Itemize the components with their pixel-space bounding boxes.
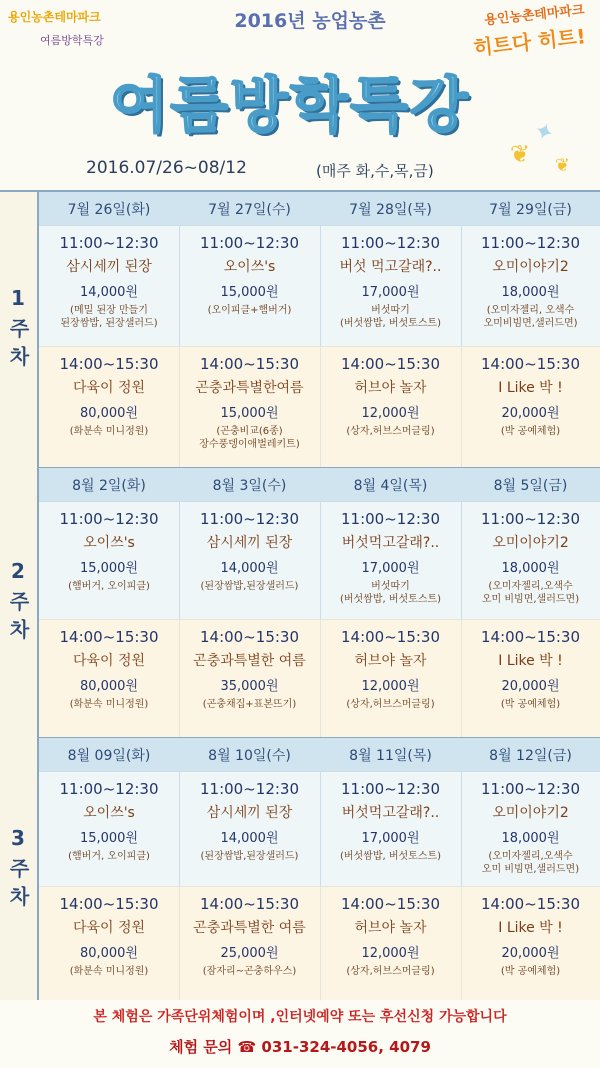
program-note: (상자,허브스머글링) xyxy=(346,966,435,977)
program-time: 11:00~12:30 xyxy=(340,234,441,252)
program-name: 곤충과특별한 여름 xyxy=(193,920,306,936)
program-time: 14:00~15:30 xyxy=(59,628,159,646)
week-block xyxy=(0,468,600,740)
day-header: 8월 11일(목) xyxy=(320,738,462,772)
program-name: 허브야 놀자 xyxy=(354,380,427,396)
program-note: (메밀 된장 만들기 된장쌈밥, 된장샐러드) xyxy=(60,305,158,329)
week-block xyxy=(0,192,600,470)
butterfly-icon: ❦ xyxy=(554,155,570,176)
program-time: 11:00~12:30 xyxy=(199,780,300,798)
flyer-header xyxy=(0,0,600,190)
program-name: 삼시세끼 된장 xyxy=(206,805,293,821)
day-header: 8월 2일(화) xyxy=(39,468,180,502)
program-price: 18,000원 xyxy=(501,285,560,300)
day-header: 7월 26일(화) xyxy=(39,192,180,226)
program-cell xyxy=(39,771,180,887)
program-note: (박 공예체험) xyxy=(500,426,561,437)
program-name: 오이쓰's xyxy=(83,805,135,821)
program-name: 오이쓰's xyxy=(83,535,135,551)
program-time: 14:00~15:30 xyxy=(199,355,300,373)
program-price: 20,000원 xyxy=(501,679,560,694)
program-note: (화분속 미니정원) xyxy=(69,966,149,977)
program-time: 14:00~15:30 xyxy=(199,628,300,646)
program-cell xyxy=(461,346,600,468)
week-block xyxy=(0,738,600,1004)
program-cell xyxy=(179,225,321,347)
program-cell xyxy=(39,886,180,1002)
date-range: 2016.07/26~08/12 xyxy=(86,158,247,178)
brand-logo-right: 용인농촌테마파크 xyxy=(483,2,585,29)
program-time: 14:00~15:30 xyxy=(59,895,159,913)
program-cell xyxy=(461,225,600,347)
program-name: 버섯먹고갈래?.. xyxy=(341,535,440,551)
day-header: 7월 27일(수) xyxy=(179,192,321,226)
flyer-footer xyxy=(0,1000,600,1068)
main-title: 여름방학특강 xyxy=(110,71,470,141)
program-name: 오미이야기2 xyxy=(492,805,569,821)
program-price: 12,000원 xyxy=(361,406,420,421)
program-name: 삼시세끼 된장 xyxy=(66,259,152,275)
week-label xyxy=(0,192,39,468)
program-time: 11:00~12:30 xyxy=(199,234,300,252)
program-name: I Like 박 ! xyxy=(498,380,563,396)
program-time: 14:00~15:30 xyxy=(480,895,581,913)
program-name: I Like 박 ! xyxy=(498,920,563,936)
day-header: 8월 12일(금) xyxy=(461,738,600,772)
program-time: 11:00~12:30 xyxy=(59,234,159,252)
program-name: 오미이야기2 xyxy=(492,259,569,275)
day-header: 7월 28일(목) xyxy=(320,192,462,226)
program-cell xyxy=(39,501,180,620)
program-name: 허브야 놀자 xyxy=(354,920,427,936)
sub-title-left: 여름방학특강 xyxy=(40,34,104,47)
program-name: 곤충과특별한여름 xyxy=(195,380,304,396)
program-time: 14:00~15:30 xyxy=(340,895,441,913)
program-name: 다육이 정원 xyxy=(72,380,146,396)
program-time: 11:00~12:30 xyxy=(199,510,300,528)
program-price: 15,000원 xyxy=(220,406,279,421)
program-price: 12,000원 xyxy=(361,946,420,961)
week-label-text: 2주차 xyxy=(6,559,30,647)
program-price: 14,000원 xyxy=(220,831,279,846)
program-cell xyxy=(461,771,600,887)
program-note: (오미자젤리,오색수 오미 비빔면,샐러드면) xyxy=(481,851,580,875)
program-cell xyxy=(179,501,321,620)
program-price: 35,000원 xyxy=(220,679,279,694)
program-time: 11:00~12:30 xyxy=(480,780,581,798)
program-name: 오이쓰's xyxy=(223,259,276,275)
program-cell xyxy=(461,501,600,620)
program-name: 허브야 놀자 xyxy=(354,653,427,669)
day-header: 8월 09일(화) xyxy=(39,738,180,772)
program-name: 버섯먹고갈래?.. xyxy=(341,805,440,821)
program-note: (오이피클+햄버거) xyxy=(207,305,292,316)
program-cell xyxy=(320,619,462,738)
program-price: 17,000원 xyxy=(361,285,420,300)
program-time: 14:00~15:30 xyxy=(340,628,441,646)
program-price: 80,000원 xyxy=(79,946,139,961)
program-time: 14:00~15:30 xyxy=(480,628,581,646)
program-cell xyxy=(320,886,462,1002)
program-time: 11:00~12:30 xyxy=(59,780,159,798)
program-note: (된장쌈밥,된장샐러드) xyxy=(200,851,299,862)
program-note: (박 공예체험) xyxy=(500,699,561,710)
program-note: (오미자젤리,오색수 오미 비빔면,샐러드면) xyxy=(481,581,580,605)
program-note: (버섯쌈밥, 버섯토스트) xyxy=(339,851,442,862)
program-time: 11:00~12:30 xyxy=(340,510,441,528)
program-price: 80,000원 xyxy=(79,406,139,421)
program-cell xyxy=(320,501,462,620)
footer-notice: 본 체험은 가족단위체험이며 ,인터넷예약 또는 후선신청 가능합니다 xyxy=(93,1009,507,1025)
program-cell xyxy=(179,771,321,887)
program-time: 14:00~15:30 xyxy=(199,895,300,913)
program-cell xyxy=(461,886,600,1002)
program-name: 다육이 정원 xyxy=(72,920,146,936)
program-name: 오미이야기2 xyxy=(492,535,569,551)
program-price: 25,000원 xyxy=(220,946,279,961)
day-header: 8월 5일(금) xyxy=(461,468,600,502)
program-price: 20,000원 xyxy=(501,946,560,961)
program-note: (상자,허브스머글링) xyxy=(346,699,435,710)
week-label xyxy=(0,468,39,738)
program-cell xyxy=(39,619,180,738)
program-price: 18,000원 xyxy=(501,831,560,846)
program-price: 15,000원 xyxy=(79,831,139,846)
program-name: 곤충과특별한 여름 xyxy=(193,653,306,669)
program-price: 18,000원 xyxy=(501,561,560,576)
program-time: 11:00~12:30 xyxy=(480,510,581,528)
program-price: 14,000원 xyxy=(79,285,139,300)
program-price: 12,000원 xyxy=(361,679,420,694)
program-price: 15,000원 xyxy=(220,285,279,300)
program-name: 삼시세끼 된장 xyxy=(206,535,293,551)
program-cell xyxy=(179,619,321,738)
program-cell xyxy=(461,619,600,738)
program-price: 20,000원 xyxy=(501,406,560,421)
schedule-grid xyxy=(0,190,600,1002)
program-time: 11:00~12:30 xyxy=(480,234,581,252)
butterfly-icon: ✦ xyxy=(529,115,559,149)
program-cell xyxy=(320,771,462,887)
program-note: (햄버거, 오이피클) xyxy=(68,581,150,592)
day-header: 7월 29일(금) xyxy=(461,192,600,226)
program-time: 11:00~12:30 xyxy=(59,510,159,528)
program-name: 버섯 먹고갈래?.. xyxy=(339,259,442,275)
program-price: 17,000원 xyxy=(361,831,420,846)
program-note: (오미자젤리, 오색수 오미비빔면,샐러드면) xyxy=(483,305,578,329)
program-time: 11:00~12:30 xyxy=(340,780,441,798)
program-cell xyxy=(320,225,462,347)
butterfly-icon: ❦ xyxy=(509,140,530,168)
program-price: 15,000원 xyxy=(79,561,139,576)
program-time: 14:00~15:30 xyxy=(59,355,159,373)
hit-slogan: 히트다 히트! xyxy=(472,24,588,60)
program-cell xyxy=(320,346,462,468)
program-note: (화분속 미니정원) xyxy=(69,699,149,710)
program-note: (햄버거, 오이피클) xyxy=(68,851,150,862)
program-price: 80,000원 xyxy=(79,679,139,694)
program-note: (된장쌈밥,된장샐러드) xyxy=(200,581,299,592)
contact-phone: 체험 문의 ☎ 031-324-4056, 4079 xyxy=(169,1038,431,1056)
program-price: 14,000원 xyxy=(220,561,279,576)
week-label-text: 1주차 xyxy=(6,286,30,374)
program-cell xyxy=(39,346,180,468)
program-name: I Like 박 ! xyxy=(498,653,563,669)
program-note: 버섯따기 (버섯쌈밥, 버섯토스트) xyxy=(339,305,442,329)
brand-logo-left: 용인농촌테마파크 xyxy=(8,10,101,24)
day-header: 8월 3일(수) xyxy=(179,468,321,502)
week-label-text: 3주차 xyxy=(6,826,30,914)
program-time: 14:00~15:30 xyxy=(480,355,581,373)
program-price: 17,000원 xyxy=(361,561,420,576)
day-header: 8월 10일(수) xyxy=(179,738,321,772)
week-label xyxy=(0,738,39,1002)
program-cell xyxy=(179,346,321,468)
day-header: 8월 4일(목) xyxy=(320,468,462,502)
program-note: (상자,허브스머글링) xyxy=(346,426,435,437)
program-note: (박 공예체험) xyxy=(500,966,561,977)
program-note: (화분속 미니정원) xyxy=(69,426,149,437)
program-cell xyxy=(39,225,180,347)
weekday-info: (매주 화,수,목,금) xyxy=(316,162,434,180)
program-cell xyxy=(179,886,321,1002)
program-note: (곤충비교(6종) 장수풍뎅이애벌레키트) xyxy=(199,426,300,450)
program-time: 14:00~15:30 xyxy=(340,355,441,373)
program-note: (곤충채집+표본뜨기) xyxy=(202,699,297,710)
program-name: 다육이 정원 xyxy=(72,653,146,669)
program-note: 버섯따기 (버섯쌈밥, 버섯토스트) xyxy=(339,581,442,605)
year-title: 2016년 농업농촌 xyxy=(234,10,386,32)
program-note: (잠자리~곤충하우스) xyxy=(202,966,297,977)
